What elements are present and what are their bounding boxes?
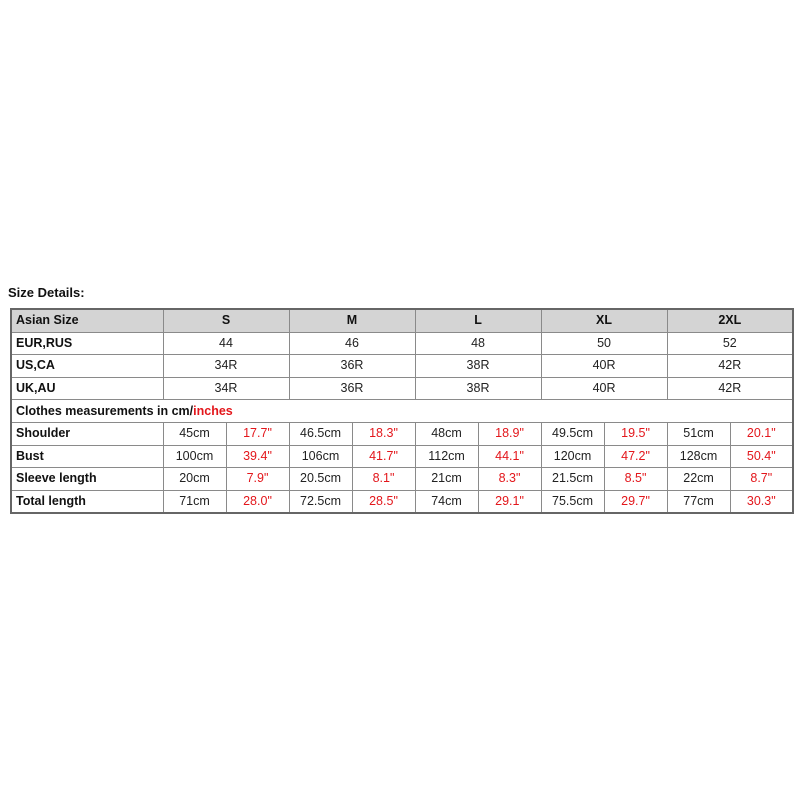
conversion-value: 50 [541,332,667,355]
measurement-row [11,468,793,491]
inch-value: 30.3" [730,490,793,513]
size-header-cell: L [415,309,541,332]
conversion-value: 52 [667,332,793,355]
size-header-cell: M [289,309,415,332]
measurement-row [11,445,793,468]
inch-value: 8.7" [730,468,793,491]
size-header-cell: XL [541,309,667,332]
inch-value: 28.5" [352,490,415,513]
cm-value: 45cm [163,422,226,445]
cm-value: 46.5cm [289,422,352,445]
section-suffix: inches [193,403,233,418]
conversion-value: 34R [163,377,289,400]
size-chart-table [10,308,794,514]
conversion-row [11,332,793,355]
size-header-row [11,309,793,332]
cm-value: 72.5cm [289,490,352,513]
inch-value: 41.7" [352,445,415,468]
cm-value: 75.5cm [541,490,604,513]
conversion-row [11,355,793,378]
row-label: Sleeve length [11,468,163,491]
inch-value: 47.2" [604,445,667,468]
cm-value: 71cm [163,490,226,513]
inch-value: 18.3" [352,422,415,445]
conversion-value: 42R [667,355,793,378]
conversion-row [11,377,793,400]
cm-value: 74cm [415,490,478,513]
conversion-value: 44 [163,332,289,355]
inch-value: 19.5" [604,422,667,445]
inch-value: 29.1" [478,490,541,513]
cm-value: 120cm [541,445,604,468]
conversion-value: 40R [541,377,667,400]
cm-value: 100cm [163,445,226,468]
cm-value: 51cm [667,422,730,445]
section-row [11,400,793,423]
inch-value: 7.9" [226,468,289,491]
row-label: Bust [11,445,163,468]
cm-value: 49.5cm [541,422,604,445]
inch-value: 8.5" [604,468,667,491]
cm-value: 21.5cm [541,468,604,491]
conversion-value: 34R [163,355,289,378]
cm-value: 21cm [415,468,478,491]
size-header-cell: S [163,309,289,332]
section-heading [11,400,793,423]
inch-value: 18.9" [478,422,541,445]
row-label: Total length [11,490,163,513]
row-label: Shoulder [11,422,163,445]
inch-value: 44.1" [478,445,541,468]
cm-value: 20cm [163,468,226,491]
inch-value: 50.4" [730,445,793,468]
inch-value: 29.7" [604,490,667,513]
section-prefix: Clothes measurements in cm/ [16,403,194,418]
measurement-row [11,422,793,445]
inch-value: 17.7" [226,422,289,445]
inch-value: 39.4" [226,445,289,468]
cm-value: 128cm [667,445,730,468]
conversion-value: 48 [415,332,541,355]
cm-value: 48cm [415,422,478,445]
page-title: Size Details: [8,285,85,300]
conversion-value: 46 [289,332,415,355]
inch-value: 28.0" [226,490,289,513]
cm-value: 22cm [667,468,730,491]
cm-value: 112cm [415,445,478,468]
cm-value: 20.5cm [289,468,352,491]
conversion-value: 36R [289,377,415,400]
conversion-value: 36R [289,355,415,378]
conversion-value: 38R [415,377,541,400]
inch-value: 20.1" [730,422,793,445]
row-label: US,CA [11,355,163,378]
conversion-value: 40R [541,355,667,378]
header-label: Asian Size [11,309,163,332]
measurement-row [11,490,793,513]
row-label: UK,AU [11,377,163,400]
inch-value: 8.3" [478,468,541,491]
cm-value: 77cm [667,490,730,513]
cm-value: 106cm [289,445,352,468]
inch-value: 8.1" [352,468,415,491]
conversion-value: 38R [415,355,541,378]
conversion-value: 42R [667,377,793,400]
row-label: EUR,RUS [11,332,163,355]
size-header-cell: 2XL [667,309,793,332]
